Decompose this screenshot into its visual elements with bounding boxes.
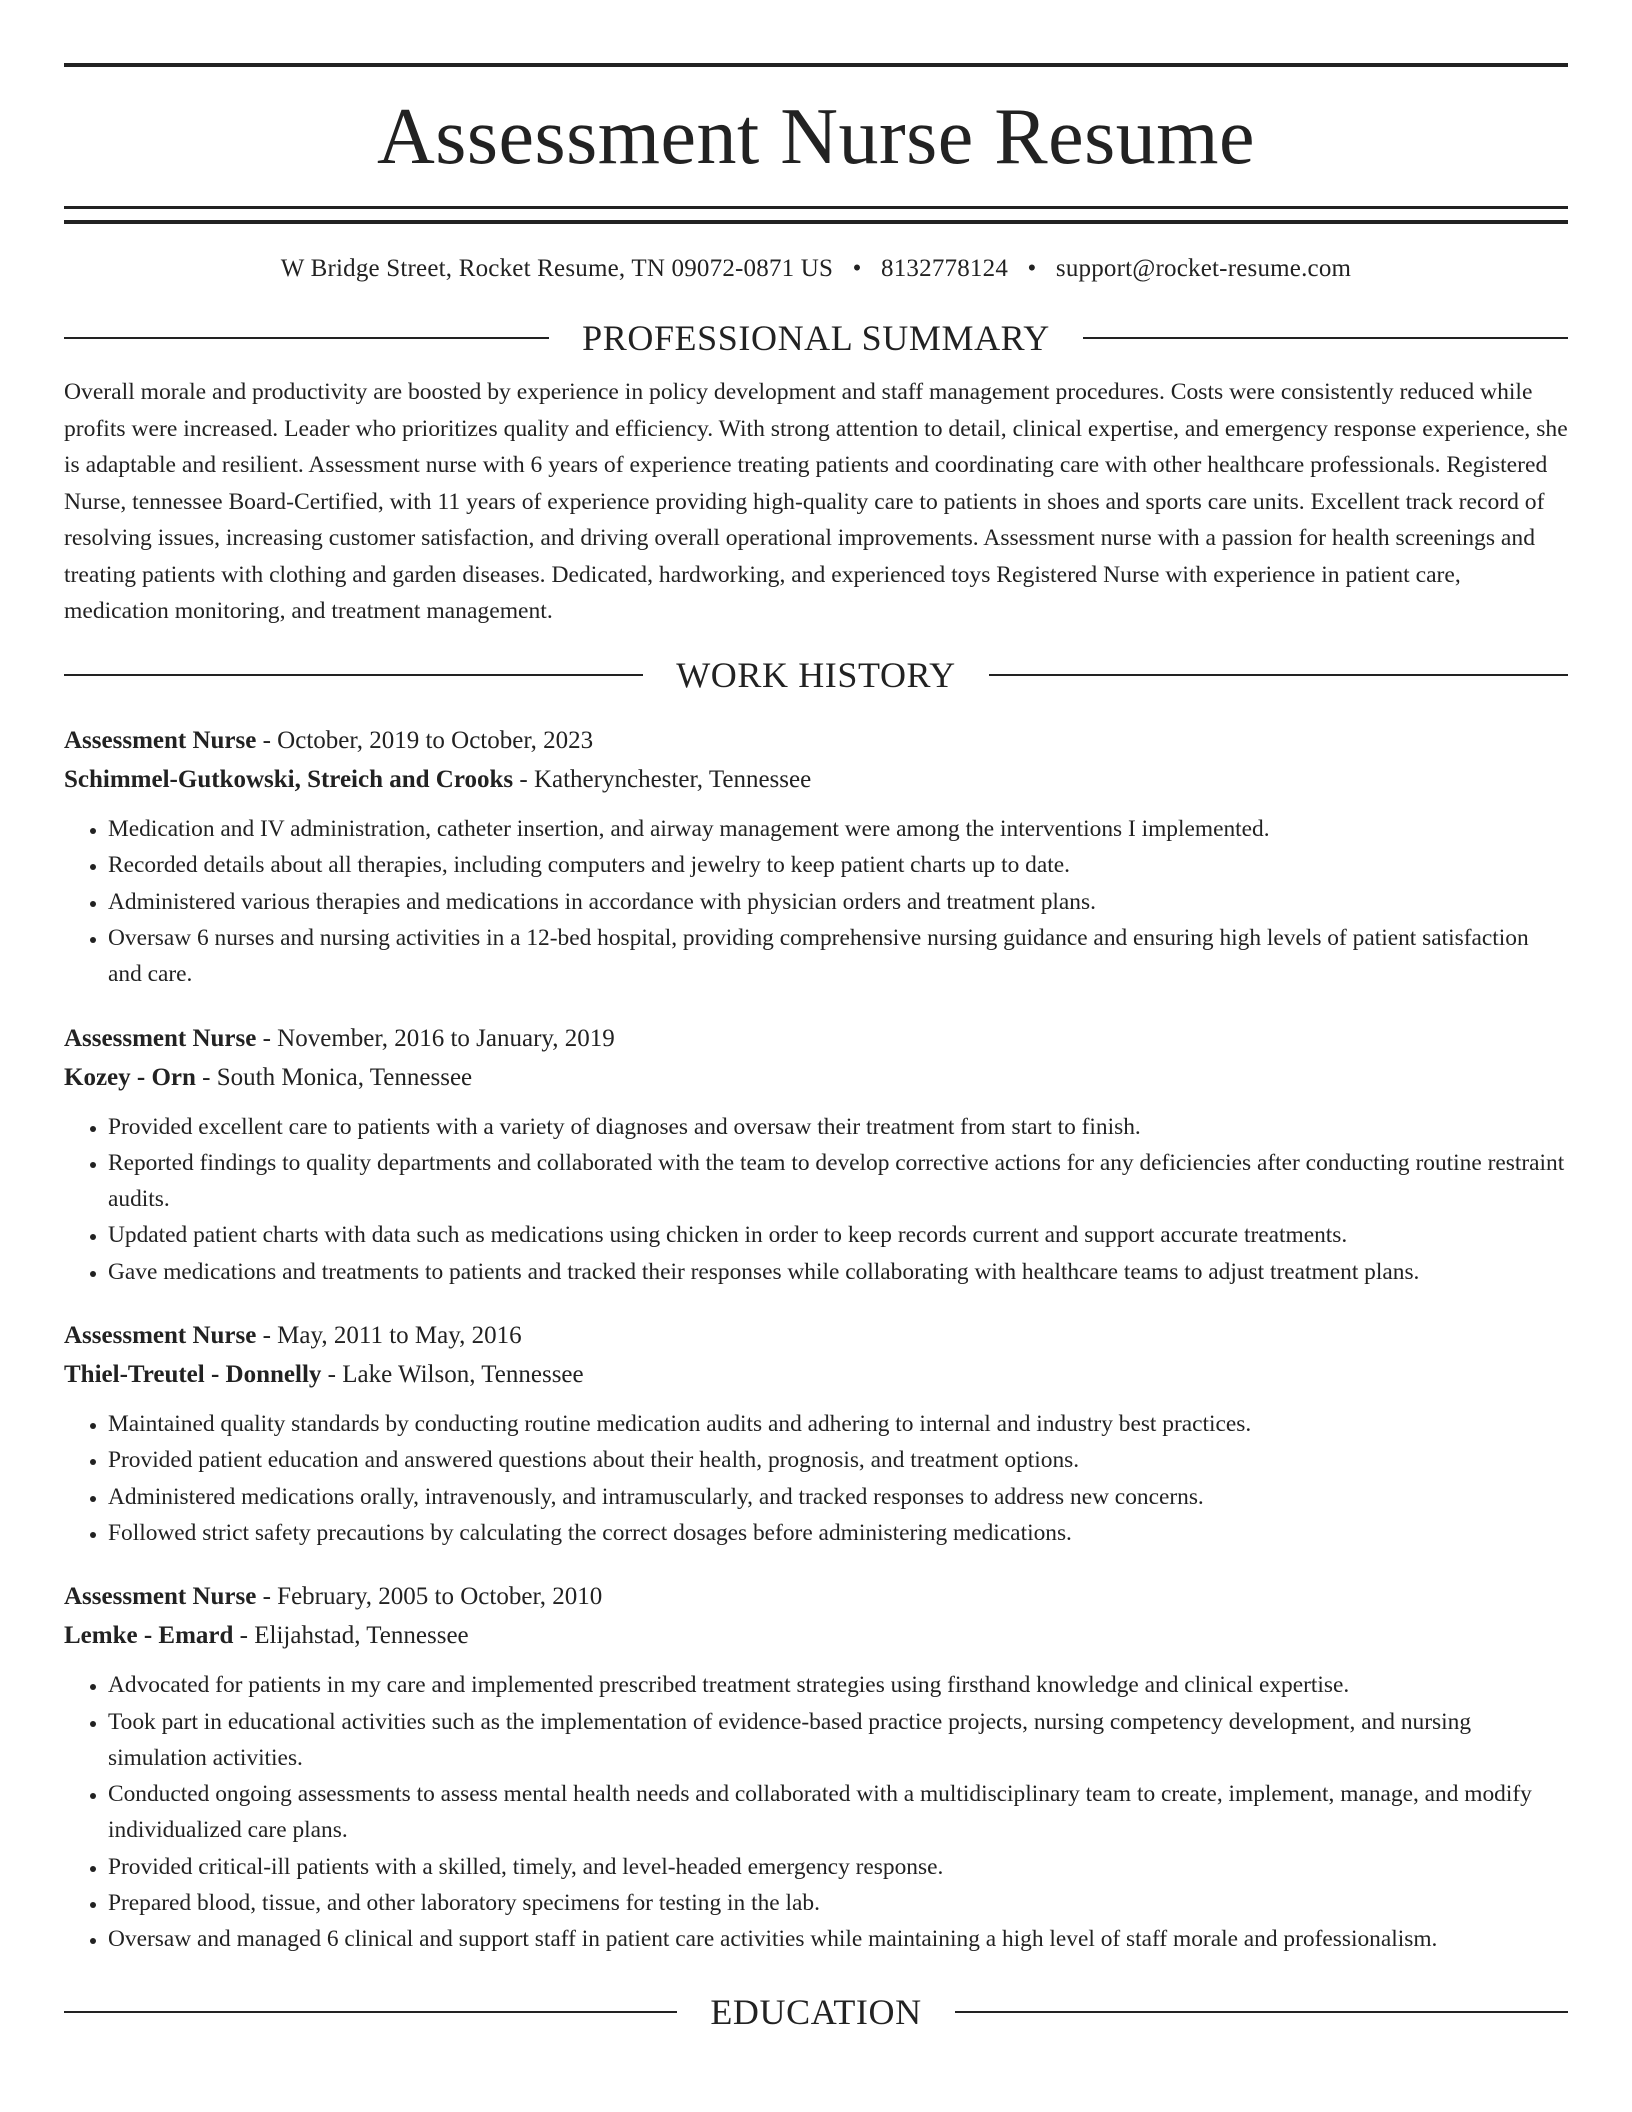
- job-title-line: [64, 1577, 1568, 1616]
- job-title: Assessment Nurse: [64, 1322, 257, 1350]
- job-title: Assessment Nurse: [64, 727, 257, 755]
- job-employer: Lemke - Emard: [64, 1622, 234, 1650]
- job-dates: - November, 2016 to January, 2019: [256, 1024, 615, 1052]
- job-bullet: • Medication and IV administration, catheter insertion, and airway management were among the interventions I implemented.: [108, 811, 1568, 847]
- job-bullet: • Advocated for patients in my care and implemented prescribed treatment strategies using firsthand knowledge and clinical expertise.: [108, 1667, 1568, 1703]
- section-heading-education: [64, 1990, 1568, 2034]
- resume-page: [64, 0, 1568, 2034]
- job-title: Assessment Nurse: [64, 1583, 257, 1611]
- job-location: - Elijahstad, Tennessee: [233, 1622, 469, 1650]
- contact-email: support@rocket-resume.com: [1055, 255, 1352, 282]
- title-double-rule: [64, 206, 1568, 224]
- job-bullet: • Provided patient education and answered questions about their health, prognosis, and treatment options.: [108, 1442, 1568, 1478]
- job-bullet: • Reported findings to quality departments and collaborated with the team to develop corrective actions for any deficiencies after conducting routine restraint audits.: [108, 1145, 1568, 1218]
- job-bullet: • Maintained quality standards by conducting routine medication audits and adhering to internal and industry best practices.: [108, 1406, 1568, 1442]
- section-heading-work-history: [64, 653, 1568, 697]
- summary-paragraph: Overall morale and productivity are boosted by experience in policy development and staff management procedures. Costs were consistently reduced while profits were increased. Leader who prioritizes quality and efficiency. With strong attention to detail, clinical expertise, and emergency response experience, she is adaptable and resilient. Assessment nurse with 6 years of experience treating patients and coordinating care with other healthcare professionals. Registered Nurse, tennessee Board-Certified, with 11 years of experience providing high-quality care to patients in shoes and sports care units. Excellent track record of resolving issues, increasing customer satisfaction, and driving overall operational improvements. Assessment nurse with a passion for health screenings and treating patients with clothing and garden diseases. Dedicated, hardworking, and experienced toys Registered Nurse with experience in patient care, medication monitoring, and treatment management.: [64, 379, 1568, 624]
- job-bullet: • Gave medications and treatments to patients and tracked their responses while collaborating with healthcare teams to adjust treatment plans.: [108, 1254, 1568, 1290]
- job-entry: [64, 721, 1568, 992]
- job-bullet: • Prepared blood, tissue, and other laboratory specimens for testing in the lab.: [108, 1885, 1568, 1921]
- job-title-line: [64, 721, 1568, 760]
- job-bullet: • Took part in educational activities such as the implementation of evidence-based practice projects, nursing competency development, and nursing simulation activities.: [108, 1704, 1568, 1777]
- contact-line: [64, 252, 1568, 286]
- job-bullet: • Conducted ongoing assessments to assess mental health needs and collaborated with a multidisciplinary team to create, implement, manage, and modify individualized care plans.: [108, 1776, 1568, 1849]
- job-title: Assessment Nurse: [64, 1024, 257, 1052]
- heading-rule-left: [64, 2011, 677, 2013]
- job-dates: - October, 2019 to October, 2023: [256, 727, 594, 755]
- job-bullets: [64, 1109, 1568, 1290]
- contact-address: W Bridge Street, Rocket Resume, TN 09072-0871 US: [280, 255, 834, 282]
- contact-separator: •: [1027, 255, 1037, 282]
- job-bullets: [64, 811, 1568, 992]
- section-title: EDUCATION: [710, 1991, 922, 2032]
- job-entry: [64, 1019, 1568, 1290]
- job-employer: Schimmel-Gutkowski, Streich and Crooks: [64, 766, 514, 794]
- job-employer-line: [64, 760, 1568, 799]
- job-entry: [64, 1577, 1568, 1957]
- section-title: PROFESSIONAL SUMMARY: [582, 318, 1050, 358]
- job-bullet: • Recorded details about all therapies, including computers and jewelry to keep patient charts up to date.: [108, 847, 1568, 883]
- heading-rule-right: [989, 674, 1568, 676]
- job-bullet: • Administered various therapies and medications in accordance with physician orders and treatment plans.: [108, 884, 1568, 920]
- contact-separator: •: [852, 255, 862, 282]
- job-bullet: • Provided critical-ill patients with a skilled, timely, and level-headed emergency response.: [108, 1849, 1568, 1885]
- job-bullets: [64, 1406, 1568, 1551]
- job-dates: - February, 2005 to October, 2010: [256, 1583, 603, 1611]
- heading-rule-right: [955, 2011, 1568, 2013]
- job-location: - Katherynchester, Tennessee: [513, 766, 812, 794]
- heading-rule-right: [1083, 337, 1568, 339]
- job-bullet: • Updated patient charts with data such as medications using chicken in order to keep records current and support accurate treatments.: [108, 1217, 1568, 1253]
- job-bullet: • Oversaw 6 nurses and nursing activities in a 12-bed hospital, providing comprehensive nursing guidance and ensuring high levels of patient satisfaction and care.: [108, 920, 1568, 993]
- resume-title: Assessment Nurse Resume: [376, 93, 1256, 181]
- job-bullet: • Followed strict safety precautions by calculating the correct dosages before administering medications.: [108, 1515, 1568, 1551]
- job-title-line: [64, 1019, 1568, 1058]
- contact-phone: 8132778124: [881, 255, 1009, 282]
- top-rule: [64, 63, 1568, 67]
- heading-rule-left: [64, 337, 549, 339]
- job-bullet: • Oversaw and managed 6 clinical and support staff in patient care activities while maintaining a high level of staff morale and professionalism.: [108, 1921, 1568, 1957]
- job-employer-line: [64, 1355, 1568, 1394]
- job-bullet: • Provided excellent care to patients with a variety of diagnoses and oversaw their treatment from start to finish.: [108, 1109, 1568, 1145]
- job-bullet: • Administered medications orally, intravenously, and intramuscularly, and tracked responses to address new concerns.: [108, 1479, 1568, 1515]
- job-employer: Kozey - Orn: [64, 1063, 196, 1091]
- job-dates: - May, 2011 to May, 2016: [256, 1322, 522, 1350]
- section-title: WORK HISTORY: [676, 655, 956, 696]
- job-employer-line: [64, 1616, 1568, 1655]
- job-title-line: [64, 1316, 1568, 1355]
- job-bullets: [64, 1667, 1568, 1957]
- job-employer-line: [64, 1058, 1568, 1097]
- job-employer: Thiel-Treutel - Donnelly: [64, 1361, 322, 1389]
- job-location: - Lake Wilson, Tennessee: [321, 1361, 584, 1389]
- heading-rule-left: [64, 674, 643, 676]
- section-heading-summary: [64, 316, 1568, 360]
- job-entry: [64, 1316, 1568, 1551]
- job-location: - South Monica, Tennessee: [195, 1063, 473, 1091]
